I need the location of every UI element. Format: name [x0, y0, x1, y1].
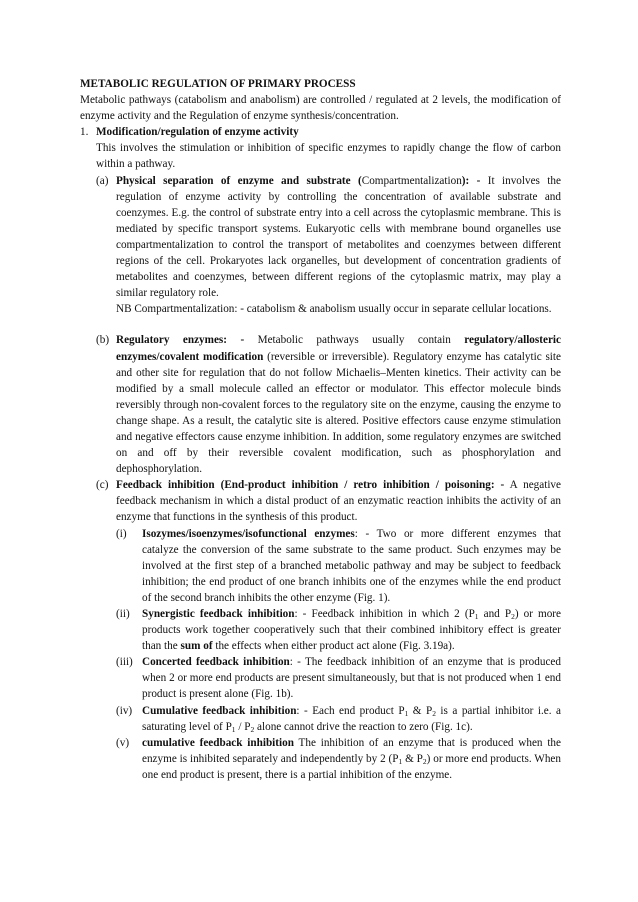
section-1-body	[80, 140, 561, 783]
subitem-ii-text-4: the effects when either product act alone (Fig. 3.19a).	[212, 640, 455, 653]
subitem-ii-text-1: : - Feedback inhibition in which 2 (P	[294, 608, 475, 620]
subitem-ii-heading: Synergistic feedback inhibition	[142, 608, 295, 620]
item-a-text: It involves the regulation of enzyme activity by controlling the concentration of available substrate and coenzymes. E.g. the control of substrate entry into a cell across the cytoplasmic membrane. This is mediated by specific transport systems. Eukaryotic cells with membrane bound organelles use compartmentalization to control the transport of metabolites and coenzymes between different regions of the cell. Prokaryotes lack organelles, but development of concentration gradients of metabolites and coenzymes, between different regions of the cytoplasmic matrix, may play a similar regulatory role.	[116, 174, 561, 300]
item-c-label: (c)	[96, 479, 109, 492]
item-a	[96, 173, 561, 318]
subscript-1: 1	[231, 724, 236, 734]
subscript-2: 2	[250, 724, 255, 734]
subitem-ii-bold-term: sum of	[180, 640, 213, 653]
subitem-iv-label: (iv)	[116, 704, 133, 717]
subitem-ii-label: (ii)	[116, 608, 130, 620]
subitem-iii	[116, 654, 561, 702]
subitem-iv-paragraph	[142, 703, 561, 735]
subitem-iv	[116, 703, 561, 735]
subitem-iii-label: (iii)	[116, 656, 133, 669]
subitem-v	[116, 735, 561, 783]
subitem-v-paragraph	[142, 735, 561, 783]
item-a-heading-end: ): -	[461, 174, 481, 187]
subscript-2: 2	[422, 756, 427, 766]
subitem-v-heading: cumulative feedback inhibition	[142, 736, 294, 749]
item-a-heading-plain: Compartmentalization	[361, 174, 462, 187]
subitem-ii-text-2: and P	[478, 608, 512, 620]
subscript-1: 1	[404, 708, 409, 718]
subscript-2: 2	[432, 708, 436, 718]
spacer	[96, 317, 561, 332]
item-a-heading: Physical separation of enzyme and substrate (	[116, 174, 362, 187]
subscript-1: 1	[474, 612, 479, 621]
item-c-paragraph	[116, 477, 561, 525]
subitem-iv-text-3: is a partial inhibitor i.e. a saturating level of P	[142, 704, 561, 733]
subitem-iii-heading: Concerted feedback inhibition	[142, 656, 290, 669]
item-a-note: NB Compartmentalization: - catabolism & anabolism usually occur in separate cellular locations.	[116, 303, 552, 316]
subitem-iii-paragraph	[142, 654, 561, 702]
item-c-text: A negative feedback mechanism in which a distal product of an enzymatic reaction inhibits the activity of an enzyme that functions in the synthesis of this product.	[116, 479, 561, 524]
item-b-bold-term: regulatory/allosteric enzymes/covalent modification	[116, 334, 561, 363]
section-1-heading: Modification/regulation of enzyme activity	[96, 126, 299, 139]
subitem-i-text: : - Two or more different enzymes that catalyze the conversion of the same substrate to the same product. Such enzymes may be involved at the first step of a branched metabolic pathway and may be subject to feedback inhibition; the end product of one branch inhibits one of the enzymes while the end product of the second branch inhibits the other enzyme (Fig. 1).	[142, 527, 561, 604]
subscript-1: 1	[398, 756, 403, 766]
item-b-text-2: (reversible or irreversible). Regulatory enzyme has catalytic site and other site for regulation that do not follow Michaelis–Menten kinetics. Their activity can be modified by a small molecule called an effector or modulator. This effector molecule binds reversibly through non-covalent forces to the regulatory site on the enzyme, causing the enzyme to change shape. As a result, the catalytic site is altered. Positive effectors cause enzyme stimulation and negative effectors cause enzyme inhibition. In addition, some regulatory enzymes are switched on and off by their reversible covalent modification, such as phosphorylation and dephosphorylation.	[116, 350, 561, 476]
item-c-content	[116, 477, 561, 783]
item-a-label: (a)	[96, 174, 109, 187]
item-a-paragraph	[116, 173, 561, 302]
subitem-i-paragraph	[142, 526, 561, 606]
item-b-paragraph	[116, 332, 561, 477]
subitem-i-heading: Isozymes/isoenzymes/isofunctional enzymes	[142, 527, 355, 540]
item-b-label: (b)	[96, 334, 110, 347]
subitem-i	[116, 526, 561, 606]
item-b	[96, 332, 561, 477]
intro-paragraph: Metabolic pathways (catabolism and anabolism) are controlled / regulated at 2 levels, the modification of enzyme activity and the Regulation of enzyme synthesis/concentration.	[80, 94, 561, 123]
subitem-iv-heading: Cumulative feedback inhibition	[142, 704, 297, 717]
subitem-v-label: (v)	[116, 736, 130, 749]
section-1-heading-row	[80, 124, 561, 140]
subitem-iv-text-4: / P	[235, 720, 251, 733]
item-c	[96, 477, 561, 783]
subitem-iv-text-5: alone cannot drive the reaction to zero (Fig. 1c).	[254, 720, 473, 733]
subitem-iii-text: : - The feedback inhibition of an enzyme that is produced when 2 or more end products are present simultaneously, but that is not produced when 1 end product is present alone (Fig. 1b).	[142, 656, 561, 701]
item-a-content	[116, 173, 561, 318]
subscript-2: 2	[511, 612, 515, 621]
subitem-v-text-2: & P	[402, 752, 423, 765]
subitem-iv-text-1: : - Each end product P	[296, 704, 405, 717]
section-1-intro: This involves the stimulation or inhibition of specific enzymes to rapidly change the flow of carbon within a pathway.	[96, 142, 561, 171]
subitem-i-label: (i)	[116, 527, 127, 540]
item-b-heading: Regulatory enzymes: -	[116, 334, 245, 347]
subitem-v-text-3: ) or more end products. When one end product is present, there is a partial inhibition of the enzyme.	[142, 752, 561, 781]
section-1-number: 1.	[80, 126, 89, 139]
subitem-ii-text-3: ) or more products work together cooperatively such that their combined inhibitory effect is greater than the	[142, 608, 562, 653]
item-c-heading: Feedback inhibition (End-product inhibition / retro inhibition / poisoning: -	[116, 479, 505, 492]
subitem-ii	[116, 606, 561, 654]
item-b-text-1: Metabolic pathways usually contain	[244, 334, 465, 347]
subitem-v-text-1: The inhibition of an enzyme that is produced when the enzyme is inhibited separately and independently by 2 (P	[142, 736, 561, 765]
subitem-ii-paragraph	[142, 606, 561, 654]
subitem-iv-text-2: & P	[408, 704, 433, 717]
document-title: METABOLIC REGULATION OF PRIMARY PROCESS	[80, 78, 356, 90]
